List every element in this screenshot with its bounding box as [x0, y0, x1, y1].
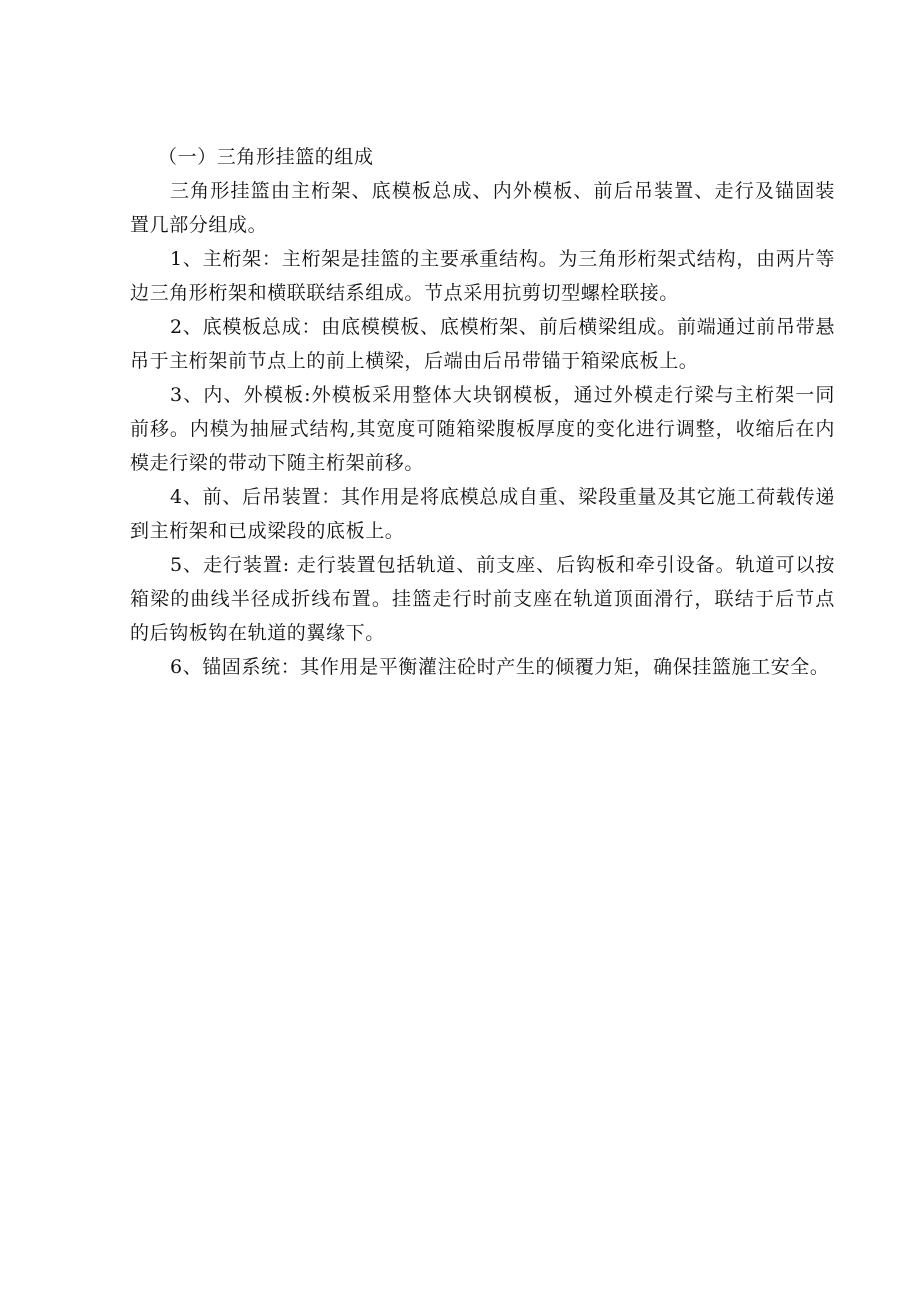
paragraph-anchor-system: 6、锚固系统：其作用是平衡灌注砼时产生的倾覆力矩，确保挂篮施工安全。 [170, 656, 830, 678]
intro-paragraph: 三角形挂篮由主桁架、底模板总成、内外模板、前后吊装置、走行及锚固装置几部分组成。 [130, 180, 835, 236]
paragraph-travel-device: 5、走行装置: 走行装置包括轨道、前支座、后钩板和牵引设备。轨道可以按箱梁的曲线半径成折线布置。挂篮走行时前支座在轨道顶面滑行，联结于后节点的后钩板钩在轨道的翼缘下。 [130, 554, 835, 644]
section-heading: （一）三角形挂篮的组成 [158, 146, 374, 168]
document-body [130, 140, 835, 684]
paragraph-bottom-formwork: 2、底模板总成：由底模模板、底模桁架、前后横梁组成。前端通过前吊带悬吊于主桁架前节点上的前上横梁，后端由后吊带锚于箱梁底板上。 [130, 316, 835, 372]
paragraph-main-truss: 1、主桁架：主桁架是挂篮的主要承重结构。为三角形桁架式结构，由两片等边三角形桁架和横联联结系组成。节点采用抗剪切型螺栓联接。 [130, 248, 835, 304]
paragraph-hanging-device: 4、前、后吊装置：其作用是将底模总成自重、梁段重量及其它施工荷载传递到主桁架和已成梁段的底板上。 [130, 486, 835, 542]
paragraph-inner-outer-formwork: 3、内、外模板:外模板采用整体大块钢模板，通过外模走行梁与主桁架一同前移。内模为抽屉式结构,其宽度可随箱梁腹板厚度的变化进行调整，收缩后在内模走行梁的带动下随主桁架前移。 [130, 384, 835, 474]
